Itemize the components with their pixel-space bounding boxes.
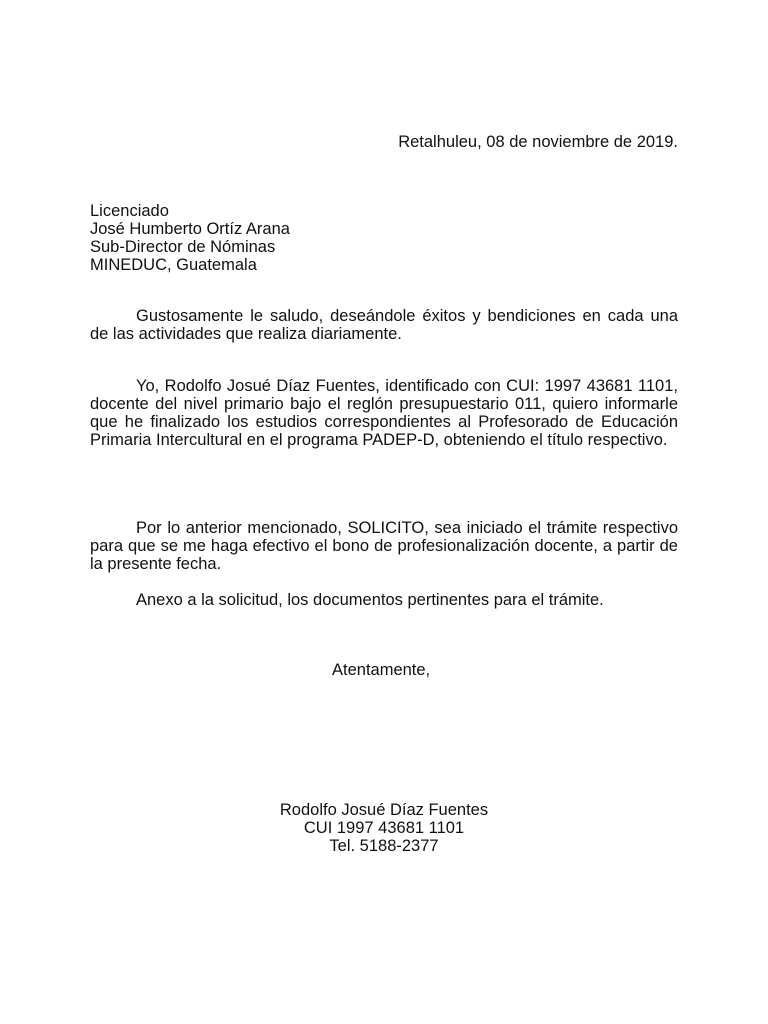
signature-name: Rodolfo Josué Díaz Fuentes bbox=[279, 801, 489, 819]
signature-block bbox=[230, 801, 538, 855]
introduction-paragraph: Yo, Rodolfo Josué Díaz Fuentes, identificado con CUI: 1997 43681 1101, docente del nivel primario bajo el reglón presupuestario 011, quiero informarle que he finalizado los estudios correspondientes al Profesorado de Educación Primaria Intercultural en el programa PADEP-D, obteniendo el título respectivo. bbox=[90, 377, 678, 449]
recipient-position: Sub-Director de Nóminas bbox=[90, 238, 276, 256]
recipient-name: José Humberto Ortíz Arana bbox=[90, 220, 290, 238]
recipient-organization: MINEDUC, Guatemala bbox=[90, 256, 257, 274]
recipient-title: Licenciado bbox=[90, 202, 169, 220]
signature-cui: CUI 1997 43681 1101 bbox=[303, 819, 465, 837]
greeting-paragraph: Gustosamente le saludo, deseándole éxitos y bendiciones en cada una de las actividades que realiza diariamente. bbox=[90, 307, 678, 343]
recipient-block bbox=[90, 202, 678, 274]
closing-line: Atentamente, bbox=[332, 661, 431, 679]
request-paragraph: Por lo anterior mencionado, SOLICITO, sea iniciado el trámite respectivo para que se me haga efectivo el bono de profesionalización docente, a partir de la presente fecha. bbox=[90, 519, 678, 573]
signature-phone: Tel. 5188-2377 bbox=[329, 837, 439, 855]
attachment-paragraph: Anexo a la solicitud, los documentos pertinentes para el trámite. bbox=[136, 591, 604, 609]
date-line: Retalhuleu, 08 de noviembre de 2019. bbox=[398, 133, 678, 151]
